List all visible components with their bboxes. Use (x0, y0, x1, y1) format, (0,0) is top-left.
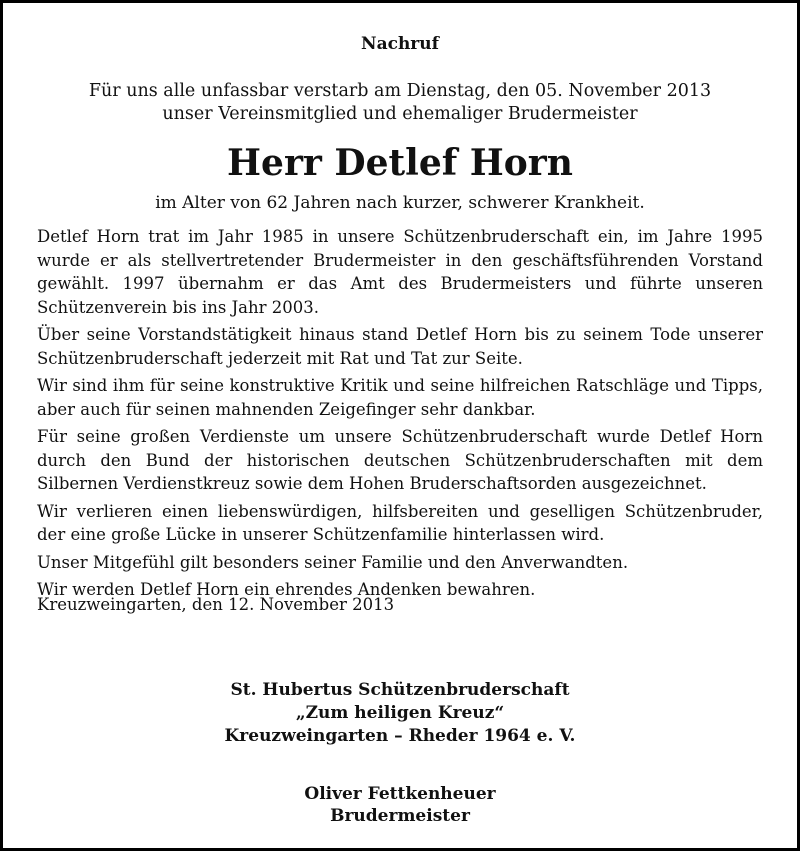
age-line: im Alter von 62 Jahren nach kurzer, schwerer Krankheit. (155, 193, 645, 213)
organization-block (37, 679, 763, 748)
body-paragraph: Über seine Vorstandstätigkeit hinaus stand Detlef Horn bis zu seinem Tode unserer Schützenbruderschaft jederzeit mit Rat und Tat zur Seite. (37, 325, 763, 368)
notice-content (37, 3, 763, 848)
intro-line: Für uns alle unfassbar verstarb am Dienstag, den 05. November 2013 (88, 81, 712, 101)
signer-title: Brudermeister (330, 806, 470, 826)
body-paragraph: Unser Mitgefühl gilt besonders seiner Familie und den Anverwandten. (37, 552, 629, 572)
intro-text (37, 80, 763, 126)
body-paragraph: Detlef Horn trat im Jahr 1985 in unsere Schützenbruderschaft ein, im Jahre 1995 wurde er als stellvertretender Brudermeister in den geschäftsführenden Vorstand gewählt. 1997 übernahm er das Amt des Brudermeisters und führte unseren Schützenverein bis ins Jahr 2003. (37, 227, 763, 317)
organization-motto: „Zum heiligen Kreuz“ (295, 703, 505, 723)
obituary-body (37, 225, 763, 606)
signer-name: Oliver Fettkenheuer (304, 784, 496, 804)
place-date: Kreuzweingarten, den 12. November 2013 (37, 595, 395, 614)
body-paragraph: Wir sind ihm für seine konstruktive Kritik und seine hilfreichen Ratschläge und Tipps, aber auch für seinen mahnenden Zeigefinger sehr dankbar. (37, 376, 763, 419)
body-paragraph: Für seine großen Verdienste um unsere Schützenbruderschaft wurde Detlef Horn durch den Bund der historischen deutschen Schützenbruderschaften mit dem Silbernen Verdienstkreuz sowie dem Hohen Bruderschaftsorden ausgezeichnet. (37, 427, 763, 493)
notice-heading: Nachruf (361, 34, 439, 54)
body-paragraph: Wir werden Detlef Horn ein ehrendes Andenken bewahren. (37, 580, 536, 599)
intro-line: unser Vereinsmitglied und ehemaliger Brudermeister (162, 104, 638, 124)
signer-block (37, 783, 763, 827)
deceased-name: Herr Detlef Horn (227, 142, 573, 184)
organization-name: St. Hubertus Schützenbruderschaft (230, 680, 570, 700)
organization-location: Kreuzweingarten – Rheder 1964 e. V. (224, 726, 576, 746)
body-paragraph: Wir verlieren einen liebenswürdigen, hilfsbereiten und geselligen Schützenbruder, der eine große Lücke in unserer Schützenfamilie hinterlassen wird. (37, 501, 763, 544)
